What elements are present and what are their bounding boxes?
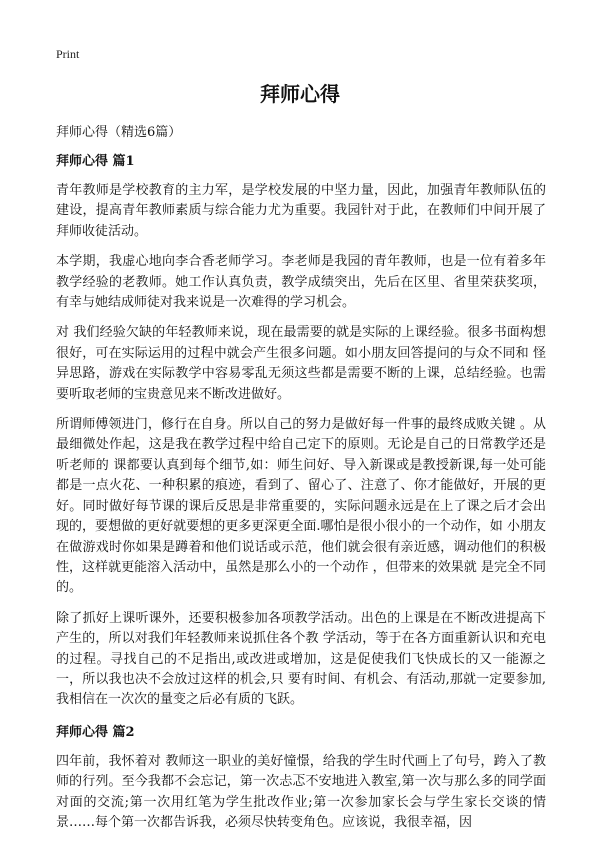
print-link[interactable]: Print — [56, 47, 80, 61]
paragraph: 除了抓好上课听课外，还要积极参加各项教学活动。出色的上课是在不断改进提高下产生的，所以对我们年轻教师来说抓住各个教 学活动，等于在各方面重新认识和充电的过程。寻找自己的不足指出,或改进或增加，这是促使我们飞快成长的又一能源之一，所以我也决不会放过这样的机会,只 要有时间、有机会、有活动,那就一定要参加,我相信在一次次的量变之后必有质的飞跃。 — [56, 610, 546, 708]
paragraph: 对 我们经验欠缺的年轻教师来说，现在最需要的就是实际的上课经验。很多书面构想很好，可在实际运用的过程中就会产生很多问题。如小朋友回答提问的与众不同和 怪异思路，游戏在实际教学中容易零乱无须这些都是需要不断的上课，总结经验。也需要听取老师的宝贵意见来不断改进做好。 — [56, 325, 546, 402]
section-2 — [56, 721, 546, 834]
paragraph: 青年教师是学校教育的主力军，是学校发展的中坚力量，因此，加强青年教师队伍的建设，提高青年教师素质与综合能力尤为重要。我园针对于此，在教师们中间开展了拜师收徒活动。 — [56, 183, 546, 239]
section-1 — [56, 150, 546, 711]
document-subtitle: 拜师心得（精选6篇） — [56, 125, 182, 140]
page-title: 拜师心得 — [260, 82, 340, 106]
paragraph: 所谓师傅领进门，修行在自身。所以自己的努力是做好每一件事的最终成败关键 。从最细微处作起，这是我在教学过程中给自己定下的原则。无论是自己的日常教学还是听老师的 课都要认真到每个细节,如：师生问好、导入新课或是教授新课,每一处可能都是一点火花、一种积累的痕迹，看到了、留心了、注意了、你才能做好，开展的更 好。同时做好每节课的课后反思是非常重要的，实际问题永远是在上了课之后才会出现的，要想做的更好就要想的更多更深更全面.哪怕是很小很小的一个动作，如 小朋友在做游戏时你如果是蹲着和他们说话或示范，他们就会很有亲近感，调动他们的积极性，这样就更能溶入活动中，虽然是那么小的一个动作 ，但带来的效果就 是完全不同的。 — [56, 417, 546, 596]
section-heading: 拜师心得 篇2 — [56, 724, 135, 740]
document-body — [56, 150, 546, 843]
section-heading: 拜师心得 篇1 — [56, 154, 135, 169]
paragraph: 本学期，我虚心地向李合香老师学习。李老师是我园的青年教师，也是一位有着多年教学经验的老教师。她工作认真负责，教学成绩突出，先后在区里、省里荣获奖项，有幸与她结成师徒对我来说是一次难得的学习机会。 — [56, 254, 546, 311]
paragraph: 四年前，我怀着对 教师这一职业的美好憧憬，给我的学生时代画上了句号，跨入了教师的行列。至今我都不会忘记，第一次忐忑不安地进入教室,第一次与那么多的同学面对面的交流;第一次用红笔为学生批改作业;第一次参加家长会与学生家长交谈的情景……每个第一次都告诉我，必须尽快转变角色。应该说，我很幸福，因 — [56, 753, 546, 830]
